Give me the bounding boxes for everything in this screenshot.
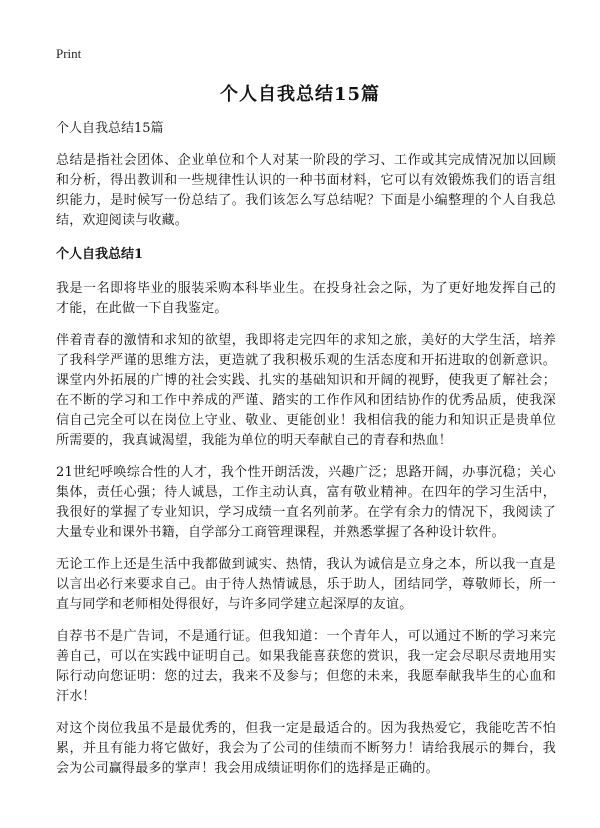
body-paragraph-4: 无论工作上还是生活中我都做到诚实、热情，我认为诚信是立身之本，所以我一直是以言出必行来要求自己。由于待人热情诚恳，乐于助人，团结同学，尊敬师长，所一直与同学和老师相处得很好，与许多同学建立起深厚的友谊。 bbox=[56, 557, 556, 612]
page-title: 个人自我总结15篇 bbox=[219, 84, 381, 105]
document-subtitle: 个人自我总结15篇 bbox=[56, 121, 164, 136]
section-heading: 个人自我总结1 bbox=[56, 247, 144, 262]
document-body bbox=[56, 119, 556, 791]
body-paragraph-1: 我是一名即将毕业的服装采购本科毕业生。在投身社会之际，为了更好地发挥自己的才能，在此做一下自我鉴定。 bbox=[56, 281, 556, 316]
body-paragraph-6: 对这个岗位我虽不是最优秀的，但我一定是最适合的。因为我热爱它，我能吃苦不怕累，并且有能力将它做好，我会为了公司的佳绩而不断努力！请给我展示的舞台，我会为公司赢得最多的掌声！我会用成绩证明你们的选择是正确的。 bbox=[56, 721, 556, 776]
body-paragraph-5: 自荐书不是广告词，不是通行证。但我知道：一个青年人，可以通过不断的学习来完善自己，可以在实践中证明自己。如果我能喜获您的赏识，我一定会尽职尽责地用实际行动向您证明：您的过去，我来不及参与；但您的未来，我愿奉献我毕生的心血和汗水！ bbox=[56, 629, 556, 704]
print-link[interactable]: Print bbox=[56, 46, 82, 61]
body-paragraph-3: 21世纪呼唤综合性的人才，我个性开朗活泼，兴趣广泛；思路开阔，办事沉稳；关心集体，责任心强；待人诚恳，工作主动认真，富有敬业精神。在四年的学习生活中，我很好的掌握了专业知识，学习成绩一直名列前茅。在学有余力的情况下，我阅读了大量专业和课外书籍，自学部分工商管理课程，并熟悉掌握了各种设计软件。 bbox=[56, 465, 556, 540]
body-paragraph-2: 伴着青春的激情和求知的欲望，我即将走完四年的求知之旅，美好的大学生活，培养了我科学严谨的思维方法，更造就了我积极乐观的生活态度和开拓进取的创新意识。课堂内外拓展的广博的社会实践、扎实的基础知识和开阔的视野，使我更了解社会；在不断的学习和工作中养成的严谨、踏实的工作作风和团结协作的优秀品质，使我深信自己完全可以在岗位上守业、敬业、更能创业！我相信我的能力和知识正是贵单位所需要的，我真诚渴望，我能为单位的明天奉献自己的青春和热血！ bbox=[56, 333, 556, 448]
intro-paragraph: 总结是指社会团体、企业单位和个人对某一阶段的学习、工作或其完成情况加以回顾和分析，得出教训和一些规律性认识的一种书面材料，它可以有效锻炼我们的语言组织能力，是时候写一份总结了。我们该怎么写总结呢？下面是小编整理的个人自我总结，欢迎阅读与收藏。 bbox=[56, 153, 556, 228]
